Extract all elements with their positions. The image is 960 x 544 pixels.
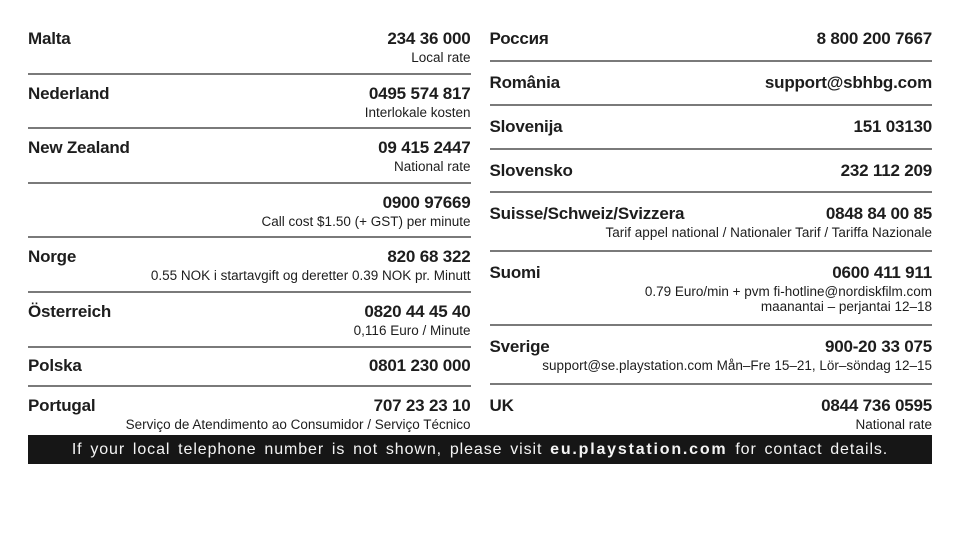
country-name: Slovensko — [489, 160, 573, 180]
entry-notes — [28, 268, 471, 283]
country-name: Slovenija — [489, 116, 563, 136]
entry-head — [490, 262, 933, 284]
entry-note: Call cost $1.50 (+ GST) per minute — [261, 213, 471, 229]
contact-value: 0848 84 00 85 — [825, 204, 932, 224]
entry-notes — [28, 417, 471, 432]
row-divider — [490, 60, 933, 62]
entry-head — [28, 137, 471, 159]
contact-entry — [490, 72, 933, 94]
entry-notes — [490, 225, 933, 240]
country-name: Polska — [28, 356, 82, 376]
contact-entry — [490, 28, 933, 50]
footer-suffix: for contact details. — [727, 440, 889, 458]
contact-value: 0820 44 45 40 — [364, 301, 471, 321]
contact-column — [28, 28, 471, 432]
row-divider — [28, 73, 471, 75]
entry-head — [28, 395, 471, 417]
entry-head — [28, 301, 471, 323]
contact-entry — [28, 246, 471, 283]
row-divider — [28, 182, 471, 184]
contact-value: 900-20 33 075 — [824, 337, 932, 357]
entry-notes — [28, 214, 471, 229]
country-name: România — [489, 72, 560, 92]
entry-note: National rate — [855, 416, 932, 432]
entry-head — [490, 395, 933, 417]
entry-note: 0.55 NOK i startavgift og deretter 0.39 NOK pr. Minutt — [150, 268, 471, 284]
contact-entry — [28, 137, 471, 174]
country-name: Sverige — [489, 337, 550, 357]
row-divider — [490, 191, 933, 193]
entry-note: Interlokale kosten — [364, 104, 471, 120]
row-divider — [28, 291, 471, 293]
row-divider — [490, 324, 933, 326]
entry-notes — [28, 50, 471, 65]
contact-value: 8 800 200 7667 — [816, 29, 932, 48]
contact-entry — [490, 160, 933, 182]
entry-head — [490, 28, 933, 50]
country-name: New Zealand — [28, 138, 130, 158]
contact-column — [490, 28, 933, 432]
footer-bar — [28, 435, 932, 464]
contact-entry — [490, 262, 933, 314]
contact-entry — [490, 336, 933, 373]
contact-entry — [28, 395, 471, 432]
country-name: Österreich — [28, 301, 112, 321]
entry-head — [490, 72, 933, 94]
row-divider — [490, 148, 933, 150]
entry-notes — [28, 323, 471, 338]
country-name: UK — [489, 395, 514, 415]
entry-head — [28, 28, 471, 50]
entry-head — [490, 336, 933, 358]
contact-entry — [490, 203, 933, 240]
row-divider — [490, 250, 933, 252]
entry-note: Tarif appel national / Nationaler Tarif / Tariffa Nazionale — [605, 225, 932, 241]
country-name: Nederland — [28, 83, 110, 103]
contact-value: 232 112 209 — [840, 160, 932, 180]
row-divider — [28, 346, 471, 348]
entry-note: Serviço de Atendimento ao Consumidor / Serviço Técnico — [125, 416, 471, 432]
entry-note: 0.79 Euro/min + pvm fi-hotline@nordiskfilm.com — [644, 284, 932, 300]
row-divider — [28, 127, 471, 129]
entry-head — [28, 83, 471, 105]
contact-value: 0801 230 000 — [368, 356, 471, 376]
row-divider — [28, 385, 471, 387]
entry-notes — [28, 105, 471, 120]
contact-columns — [28, 28, 932, 432]
footer-prefix: If your local telephone number is not shown, please visit — [71, 440, 551, 458]
country-name: Portugal — [28, 395, 96, 415]
contact-entry — [28, 28, 471, 65]
entry-notes — [490, 358, 933, 373]
entry-note: Local rate — [411, 50, 471, 65]
contact-value: support@sbhbg.com — [764, 72, 932, 92]
country-name: Suisse/Schweiz/Svizzera — [489, 204, 685, 224]
entry-head — [28, 246, 471, 268]
contact-value: 0495 574 817 — [368, 83, 471, 103]
row-divider — [28, 236, 471, 238]
contact-value: 09 415 2447 — [378, 138, 471, 158]
entry-head — [490, 116, 933, 138]
contact-entry — [490, 116, 933, 138]
contact-value: 707 23 23 10 — [373, 395, 471, 415]
contact-entry — [490, 395, 933, 432]
country-name: Suomi — [489, 263, 541, 283]
entry-head — [28, 355, 471, 377]
contact-entry — [28, 83, 471, 120]
country-name: Россия — [489, 29, 549, 48]
contact-entry — [28, 192, 471, 229]
contact-entry — [28, 355, 471, 377]
entry-note: National rate — [393, 159, 471, 175]
country-name: Malta — [28, 29, 71, 48]
entry-head — [490, 160, 933, 182]
country-name: Norge — [28, 247, 77, 267]
entry-notes — [490, 284, 933, 314]
row-divider — [490, 383, 933, 385]
contact-value: 234 36 000 — [387, 29, 471, 48]
contact-entry — [28, 301, 471, 338]
entry-head — [28, 192, 471, 214]
footer-link: eu.playstation.com — [550, 440, 728, 458]
contact-value: 0900 97669 — [382, 192, 471, 212]
entry-head — [490, 203, 933, 225]
entry-note: maanantai – perjantai 12–18 — [760, 299, 932, 315]
contact-value: 151 03130 — [853, 116, 932, 136]
entry-note: support@se.playstation.com Mån–Fre 15–21, Lör–söndag 12–15 — [542, 358, 932, 374]
entry-notes — [28, 159, 471, 174]
entry-note: 0,116 Euro / Minute — [353, 322, 471, 338]
contact-value: 0600 411 911 — [832, 263, 932, 283]
entry-notes — [490, 417, 933, 432]
row-divider — [490, 104, 933, 106]
contact-value: 820 68 322 — [387, 247, 471, 267]
contact-value: 0844 736 0595 — [821, 395, 932, 415]
footer-text — [72, 441, 888, 459]
